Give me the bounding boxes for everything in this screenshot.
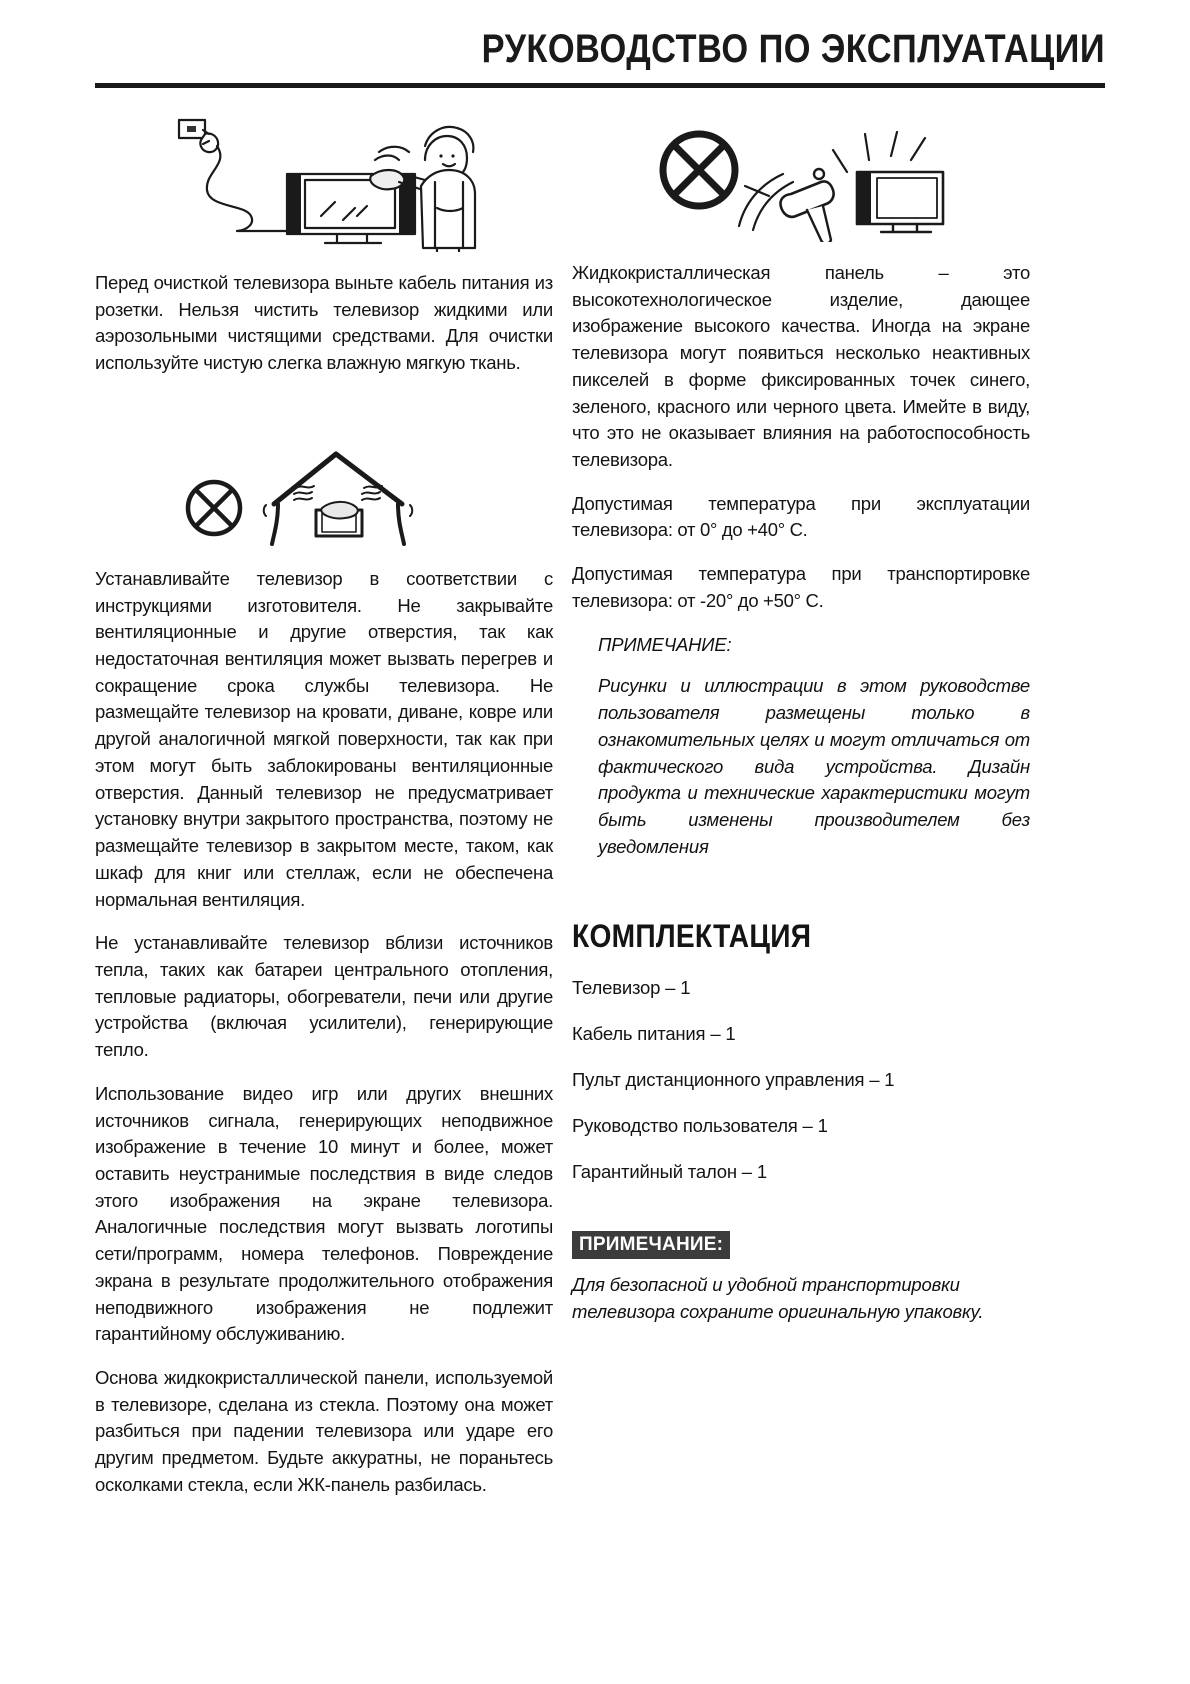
spacer (572, 1205, 1030, 1231)
tv-cleaning-illustration (95, 112, 553, 252)
list-item: Руководство пользователя – 1 (572, 1114, 828, 1136)
no-enclosed-space-illustration (95, 438, 553, 548)
paragraph-static-image: Использование видео игр или других внешних источников сигнала, генерирующих неподвижное изображение в течение 10 минут и более, может оставить неустранимые последствия в виде следов этого изображения на экране телевизора. Аналогичные последствия могут вызвать логотипы сети/программ, номера телефонов. Повреждение экрана в результате продолжительного отображения неподвижного изображения не подлежит гарантийному обслуживанию. (95, 1082, 553, 1345)
no-hammer-impact-illustration (572, 112, 1030, 242)
list-item: Телевизор – 1 (572, 977, 691, 999)
note-text: Рисунки и иллюстрации в этом руководстве пользователя размещены только в ознакомительных целях и могут отличаться от фактического вида устройства. Дизайн продукта и технические характеристики могут быть изменены производителем без уведомления (598, 675, 1030, 857)
paragraph-installation: Устанавливайте телевизор в соответствии с инструкциями изготовителя. Не закрывайте вентиляционные и другие отверстия, так как недостаточная вентиляция может вызвать перегрев и сокращение срока службы телевизора. Не размещайте телевизор на кровати, диване, ковре или другой аналогичной мягкой поверхности, так как при этом могут быть заблокированы вентиляционные отверстия. Данный телевизор не предусматривает установку внутри закрытого пространства, поэтому не размещайте телевизор в закрытом месте, таком, как шкаф для книг или стеллаж, если не обеспечена нормальная вентиляция. (95, 567, 553, 910)
note-label: ПРИМЕЧАНИЕ: (598, 633, 732, 655)
list-item: Гарантийный талон – 1 (572, 1160, 767, 1182)
left-column (95, 112, 553, 1499)
page-title: РУКОВОДСТВО ПО ЭКСПЛУАТАЦИИ (481, 27, 1105, 71)
right-column (572, 112, 1030, 1326)
paragraph-heat-sources: Не устанавливайте телевизор вблизи источников тепла, таких как батареи центрального отопления, тепловые радиаторы, обогреватели, печи или другие устройства (включая усилители), генерирующие тепло. (95, 932, 553, 1061)
list-item: Кабель питания – 1 (572, 1023, 736, 1045)
spacer (572, 860, 1030, 918)
paragraph-lcd-panel: Жидкокристаллическая панель – это высокотехнологическое изделие, дающее изображение высокого качества. Иногда на экране телевизора могут появиться несколько неактивных пикселей в форме фиксированных точек синего, зеленого, красного или черного цвета. Имейте в виду, что это не оказывает влияния на работоспособность телевизора. (572, 262, 1030, 471)
list-item: Пульт дистанционного управления – 1 (572, 1069, 895, 1091)
packaging-note-text: Для безопасной и удобной транспортировки телевизора сохраните оригинальную упаковку. (572, 1274, 984, 1323)
paragraph-glass-panel: Основа жидкокристаллической панели, используемой в телевизоре, сделана из стекла. Поэтому она может разбиться при падении телевизора или ударе его другим предметом. Будьте аккуратны, не пораньтесь осколками стекла, если ЖК-панель разбилась. (95, 1367, 553, 1495)
page-header (95, 28, 1105, 88)
illustration-disclaimer-note (598, 632, 1030, 861)
package-contents-list (572, 975, 1030, 1185)
package-section-heading: КОМПЛЕКТАЦИЯ (572, 918, 812, 955)
paragraph-cleaning: Перед очисткой телевизора выньте кабель питания из розетки. Нельзя чистить телевизор жидкими или аэрозольными чистящими средствами. Для очистки используйте чистую слегка влажную мягкую ткань. (95, 272, 553, 374)
status-badge: ПРИМЕЧАНИЕ: (572, 1231, 730, 1260)
spacer (95, 394, 553, 438)
header-divider (95, 83, 1105, 88)
paragraph-transport-temperature: Допустимая температура при транспортировке телевизора: от -20° до +50° С. (572, 563, 1030, 611)
packaging-note-badge-wrap (572, 1231, 1030, 1260)
paragraph-operating-temperature: Допустимая температура при эксплуатации телевизора: от 0° до +40° С. (572, 492, 1030, 541)
